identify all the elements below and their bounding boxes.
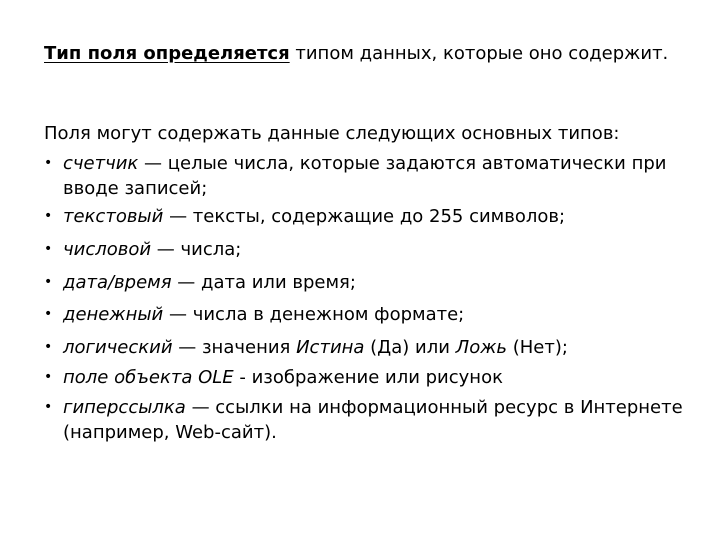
type-name: поле объекта OLE — [63, 367, 234, 388]
type-description: — ссылки на информационный ресурс в Интернете (например, Web-сайт). — [63, 397, 683, 443]
type-name: дата/время — [63, 272, 172, 293]
type-description: — дата или время; — [171, 272, 356, 293]
bullet-icon: • — [44, 208, 53, 224]
type-name: логический — [63, 337, 173, 358]
list-item-text — [63, 237, 684, 262]
list-item-text — [63, 302, 684, 327]
lead-sentence: Поля могут содержать данные следующих основных типов: — [44, 123, 620, 144]
bullet-icon: • — [44, 274, 53, 290]
type-description: — значения — [172, 337, 297, 358]
list-item-currency — [44, 302, 684, 327]
list-item-text — [63, 335, 684, 360]
type-name: счетчик — [63, 153, 139, 174]
value-true: Истина — [296, 337, 365, 358]
list-item-text-type — [44, 204, 684, 229]
type-name: текстовый — [63, 206, 164, 227]
bullet-icon: • — [44, 339, 53, 355]
list-item-hyperlink — [44, 395, 684, 445]
list-item-text — [63, 204, 684, 229]
type-description: — тексты, содержащие до 255 символов; — [163, 206, 566, 227]
list-item-text — [63, 365, 684, 390]
type-description-mid: (Да) или — [364, 337, 456, 358]
bullet-icon: • — [44, 306, 53, 322]
type-name: гиперссылка — [63, 397, 186, 418]
bullet-icon: • — [44, 369, 53, 385]
list-item-boolean — [44, 335, 684, 360]
intro-rest: типом данных, которые оно содержит. — [289, 43, 669, 64]
intro-paragraph — [44, 40, 716, 67]
list-item-text — [63, 151, 684, 201]
list-item-datetime — [44, 270, 684, 295]
list-item-ole — [44, 365, 684, 390]
type-description: — целые числа, которые задаются автоматически при вводе записей; — [63, 153, 667, 199]
bullet-icon: • — [44, 399, 53, 415]
type-description: - изображение или рисунок — [233, 367, 503, 388]
list-item-numeric — [44, 237, 684, 262]
bullet-icon: • — [44, 241, 53, 257]
type-description: — числа в денежном формате; — [163, 304, 465, 325]
list-item-counter — [44, 151, 684, 201]
type-name: числовой — [63, 239, 152, 260]
type-description: — числа; — [151, 239, 242, 260]
list-item-text — [63, 270, 684, 295]
type-name: денежный — [63, 304, 164, 325]
intro-term: Тип поля определяется — [44, 43, 290, 64]
bullet-icon: • — [44, 155, 53, 171]
value-false: Ложь — [455, 337, 508, 358]
type-description-end: (Нет); — [507, 337, 568, 358]
list-item-text — [63, 395, 684, 445]
